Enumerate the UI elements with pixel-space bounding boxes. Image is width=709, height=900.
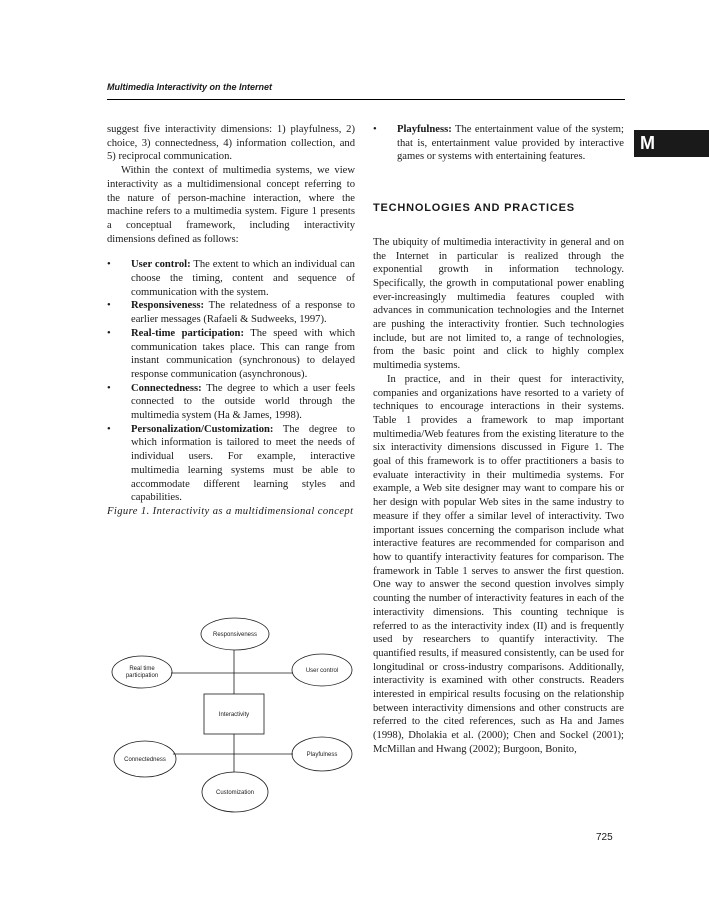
interactivity-diagram — [105, 604, 355, 824]
list-item: • Real-time participation: The speed with which communication takes place. This can range from instant communication (synchronous) to delayed response communication (asynchronous). — [107, 327, 355, 380]
header-rule — [107, 99, 625, 100]
realtime-label-2: participation — [125, 673, 159, 679]
page-number: 725 — [596, 832, 613, 843]
interactivity-label: Interactivity — [218, 712, 250, 718]
realtime-node — [112, 656, 172, 688]
list-item: • User control: The extent to which an individual can choose the timing, content and sequence of communication with the system. — [107, 259, 355, 298]
connectedness-label: Connectedness — [124, 757, 166, 763]
playfulness-label: Playfulness — [306, 752, 338, 758]
list-item: • Responsiveness: The relatedness of a response to earlier messages (Rafaeli & Sudweeks, 1997). — [107, 300, 356, 326]
list-item: • Connectedness: The degree to which a user feels connected to the outside world through the multimedia system (Ha & James, 1998). — [107, 382, 355, 422]
user-control-label: User control — [305, 668, 339, 674]
figure-caption: Figure 1. Interactivity as a multidimensional concept — [107, 505, 354, 517]
running-header: Multimedia Interactivity on the Internet — [107, 82, 273, 92]
body-paragraph: In practice, and in their quest for interactivity, companies and organizations have resorted to a variety of techniques to encourage interactions in their systems. Table 1 provides a framework to map important multimedia/Web features from the existing literature to the six interactivity dimensions discussed in Figure 1. The goal of this framework is to offer practitioners a basis to evaluate interactivity in their multimedia systems. For example, a Web site designer may want to compare his or her design with popular Web sites in the same industry to measure if they offer a similar level of interactivity. Two important issues concerning the comparison include what interactive features are recommended for comparison and how to quantify interactivity features for comparison. The framework in Table 1 serves to answer the first question. One way to answer the second question involves simply counting the number of interactivity features in each of the interactivity dimensions. This counting technique is referred to as the interactivity index (II) and is frequently used by researchers to quantify interactivity. The quantified results, if measured consistently, can be used for longitudinal or cross-industry comparisons. Additionally, interactivity is examined with other constructs. Readers interested in empirical results focusing on the relationship between interactivity dimensions and other constructs are referred to the cited references, such as Ha and James (1998), Dholakia et al. (2000); Chen and Sockel (2001); McMillan and Hwang (2002); Burgoon, Bonito, — [373, 373, 624, 755]
list-item: • Playfulness: The entertainment value of the system; that is, entertainment value provided by interactive games or systems with entertaining features. — [373, 124, 624, 163]
realtime-label: Real time — [129, 666, 155, 672]
right-column — [373, 123, 624, 757]
body-paragraph: The ubiquity of multimedia interactivity in general and on the Internet in particular is realized through the exponential growth in information technology. Specifically, the growth in computational power enabling ever-increasingly multimedia features coupled with advances in communication technologies and the Internet are pushing the interactivity frontier. Such technologies include, but are not limited to, a range of technologies, from the basic point and click to highly complex multimedia systems. — [373, 236, 624, 372]
customization-label: Customization — [215, 790, 255, 796]
left-column — [107, 123, 355, 519]
section-tab: M — [634, 130, 709, 157]
responsiveness-label: Responsiveness — [212, 632, 258, 638]
intro-paragraph: suggest five interactivity dimensions: 1) playfulness, 2) choice, 3) connectedness, 4) information collection, and 5) reciprocal communication. — [107, 124, 355, 163]
section-heading: TECHNOLOGIES AND PRACTICES — [373, 202, 575, 215]
dimension-list — [107, 258, 355, 505]
list-item: • Personalization/Customization: The degree to which information is tailored to meet the needs of individual users. For example, interactive multimedia learning systems must be able to accommodate different learning styles and capabilities. — [107, 423, 355, 504]
playfulness-list — [373, 123, 624, 164]
framework-paragraph: Within the context of multimedia systems, we view interactivity as a multidimensional concept referring to the nature of person-machine interaction, where the machine refers to a multimedia system. Figure 1 presents a conceptual framework, including interactivity dimensions defined as follows: — [107, 165, 355, 245]
